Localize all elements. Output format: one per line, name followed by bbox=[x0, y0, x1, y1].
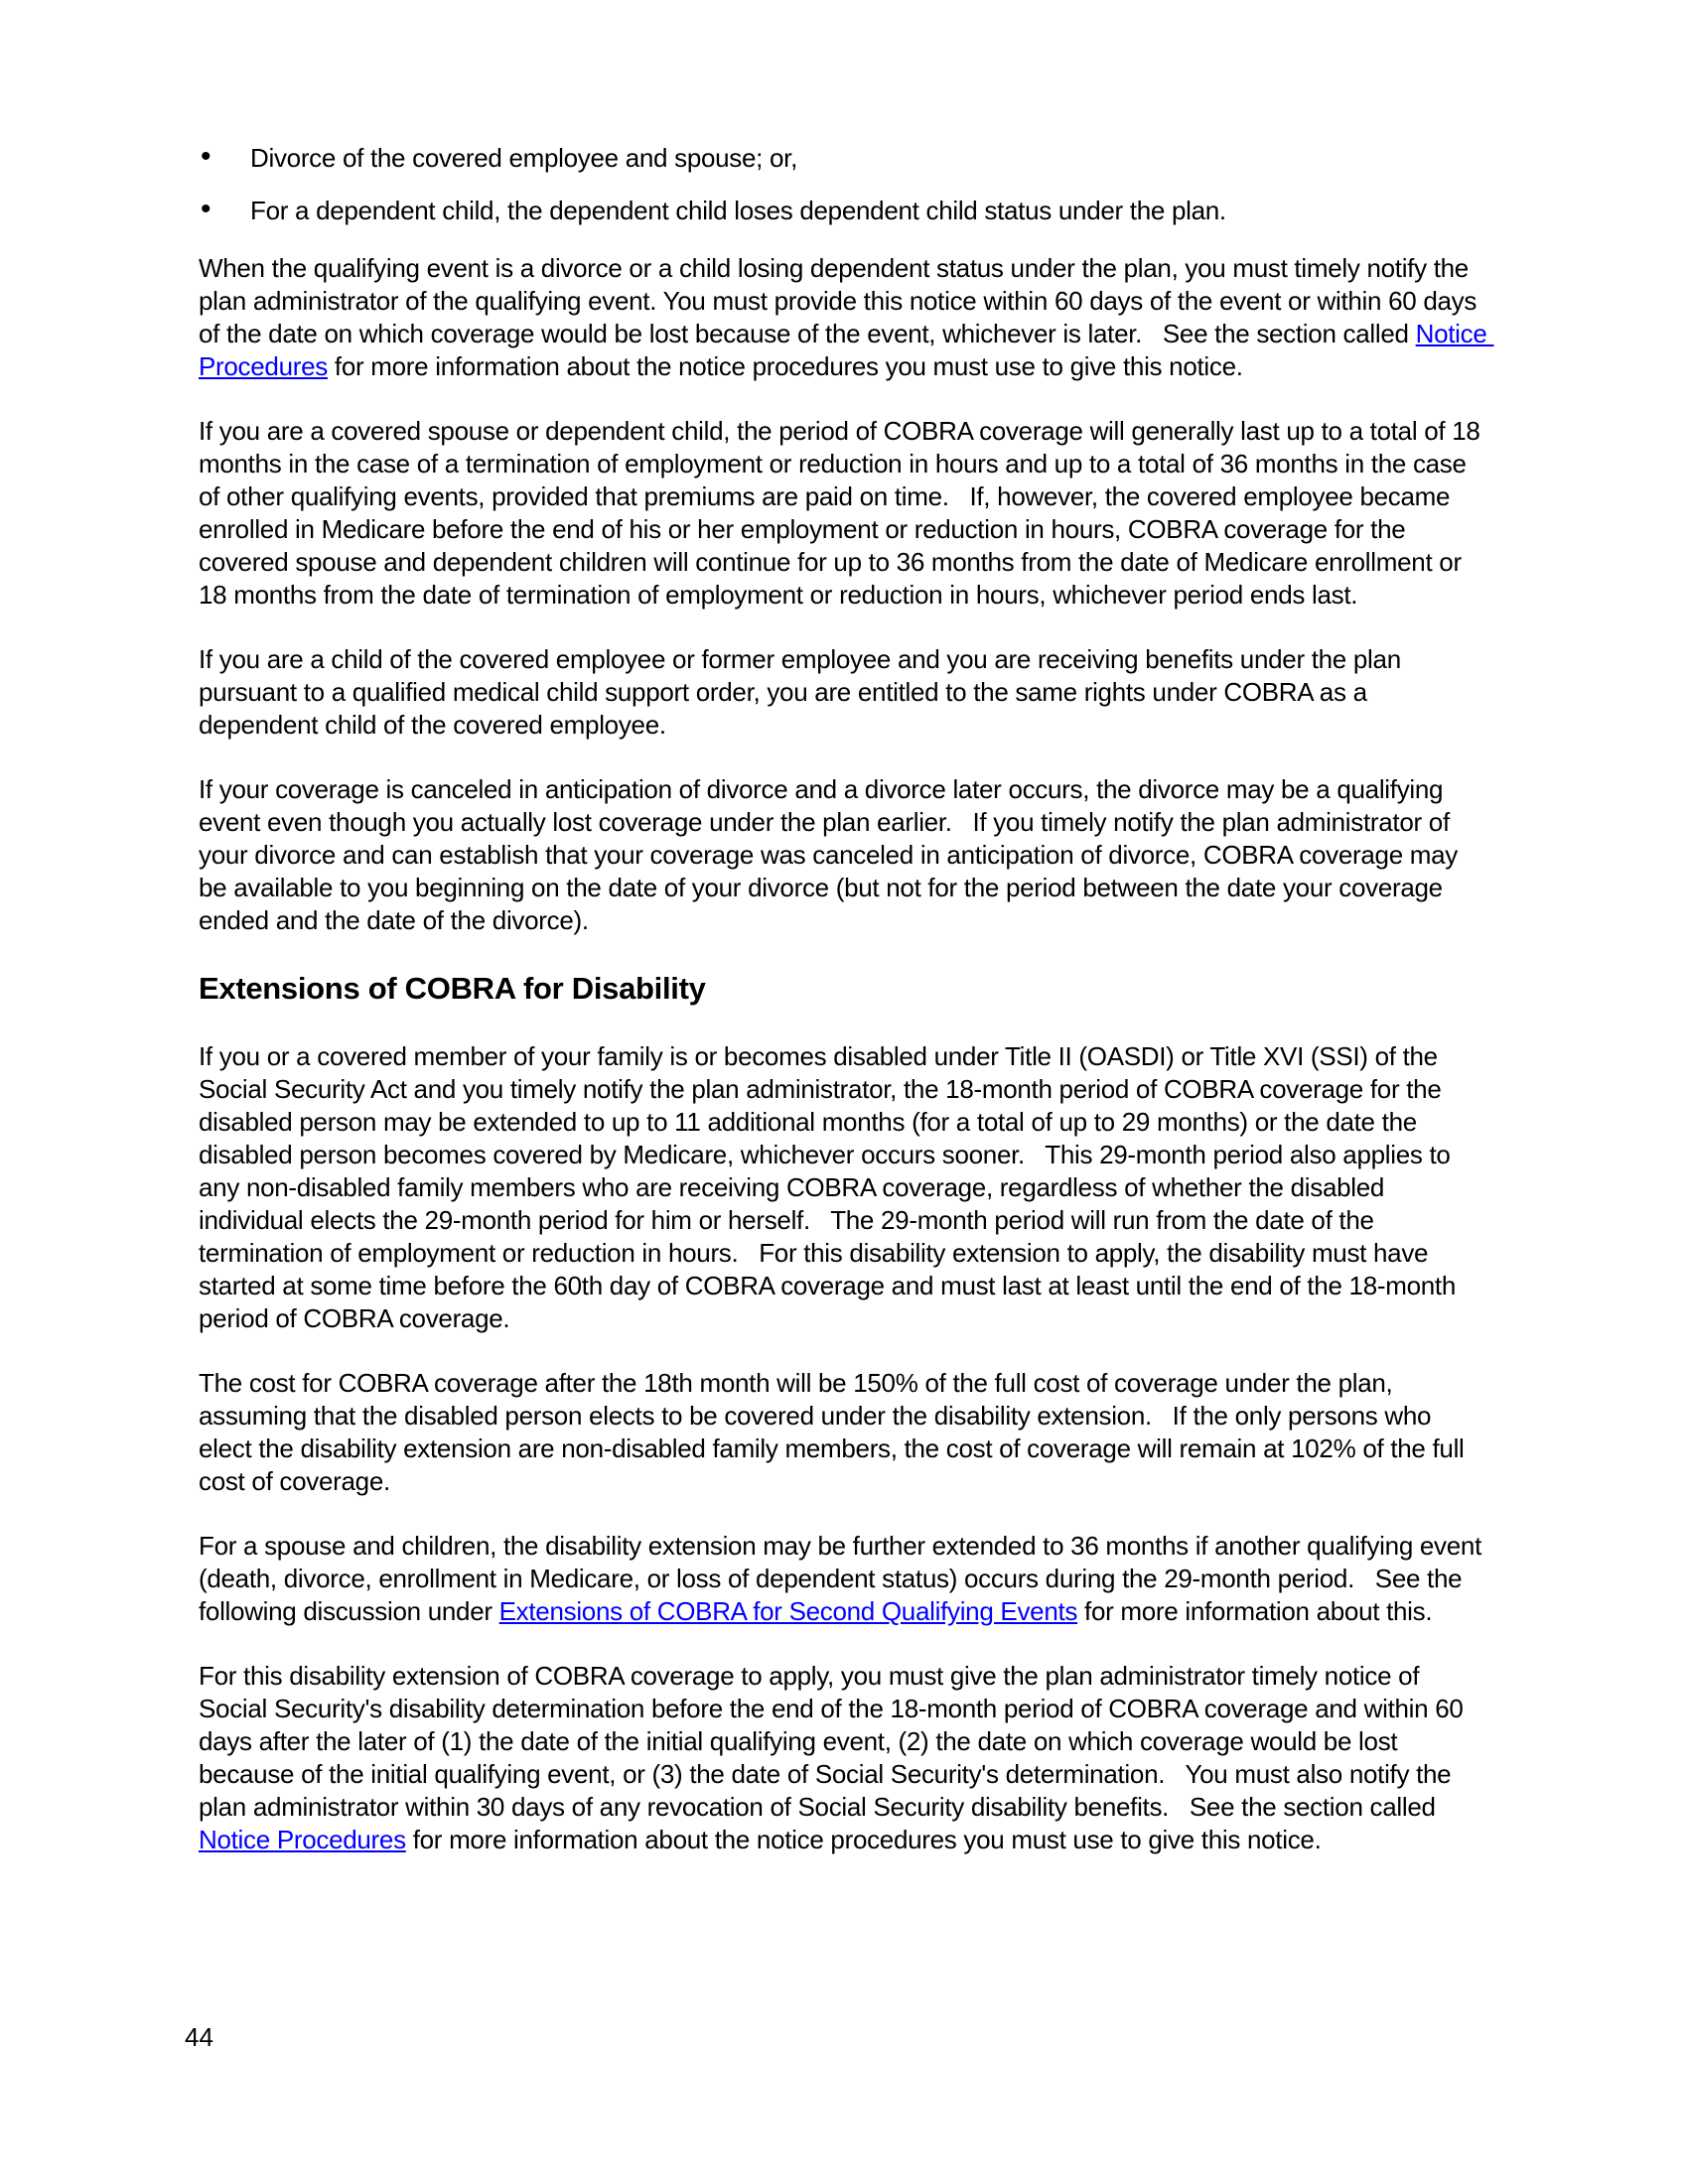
paragraph-text: for more information about this. bbox=[1077, 1596, 1433, 1626]
paragraph-text: For a spouse and children, the disability extension may be further extended to 36 months if another qualifying event (death, divorce, enrollment in Medicare, or loss of dependent status) occurs during the 29-month period. See the following discussion under bbox=[199, 1531, 1488, 1626]
paragraph-coverage-period bbox=[199, 415, 1489, 612]
bullet-icon: • bbox=[201, 140, 211, 173]
paragraph-disability-extension bbox=[199, 1040, 1489, 1335]
paragraph-text: for more information about the notice procedures you must use to give this notice. bbox=[327, 351, 1243, 381]
list-item bbox=[199, 142, 1489, 175]
bullet-text: Divorce of the covered employee and spouse; or, bbox=[250, 143, 798, 173]
paragraph-text: If you or a covered member of your family is or becomes disabled under Title II (OASDI) or Title XVI (SSI) of the Social Security Act and you timely notify the plan administrator, the 18-month period of COBRA coverage for the disabled person may be extended to up to 11 additional months (for a total of up to 29 months) or the date the disabled person becomes covered by Medicare, whichever occurs sooner. This 29-month period also applies to any non-disabled family members who are receiving COBRA coverage, regardless of whether the disabled individual elects the 29-month period for him or herself. The 29-month period will run from the date of the termination of employment or reduction in hours. For this disability extension to apply, the disability must have started at some time before the 60th day of COBRA coverage and must last at least until the end of the 18-month period of COBRA coverage. bbox=[199, 1041, 1463, 1333]
paragraph-text: When the qualifying event is a divorce or a child losing dependent status under the plan, you must timely notify the plan administrator of the qualifying event. You must provide this notice within 60 days of the event or within 60 days of the date on which coverage would be lost because of the event, whichever is later. See the section called bbox=[199, 253, 1483, 348]
section-heading-disability-extension: Extensions of COBRA for Disability bbox=[199, 971, 706, 1006]
paragraph-text: If you are a child of the covered employee or former employee and you are receiving benefits under the plan pursuant to a qualified medical child support order, you are entitled to the same rights under COBRA as a dependent child of the covered employee. bbox=[199, 644, 1408, 740]
paragraph-cobra-cost bbox=[199, 1367, 1489, 1498]
paragraph-text: If you are a covered spouse or dependent child, the period of COBRA coverage will generally last up to a total of 18 months in the case of a termination of employment or reduction in hours and up to a total of 36 months in the case of other qualifying events, provided that premiums are paid on time. If, however, the covered employee became enrolled in Medicare before the end of his or her employment or reduction in hours, COBRA coverage for the covered spouse and dependent children will continue for up to 36 months from the date of Medicare enrollment or 18 months from the date of termination of employment or reduction in hours, whichever period ends last. bbox=[199, 416, 1487, 610]
second-qualifying-events-link[interactable]: Extensions of COBRA for Second Qualifying Events bbox=[498, 1596, 1078, 1626]
paragraph-divorce-anticipation bbox=[199, 773, 1489, 937]
paragraph-text: For this disability extension of COBRA coverage to apply, you must give the plan administrator timely notice of Social Security's disability determination before the end of the 18-month period of COBRA coverage and within 60 days after the later of (1) the date of the initial qualifying event, (2) the date on which coverage would be lost because of the initial qualifying event, or (3) the date of Social Security's determination. You must also notify the plan administrator within 30 days of any revocation of Social Security disability benefits. See the section called bbox=[199, 1661, 1471, 1822]
paragraph-text: The cost for COBRA coverage after the 18th month will be 150% of the full cost of coverage under the plan, assuming that the disabled person elects to be covered under the disability extension. If the only persons who elect the disability extension are non-disabled family members, the cost of coverage will remain at 102% of the full cost of coverage. bbox=[199, 1368, 1472, 1496]
list-item bbox=[199, 195, 1489, 227]
bullet-icon: • bbox=[201, 193, 211, 225]
qualifying-events-bullet-list bbox=[199, 142, 1489, 227]
paragraph-qmcso-child bbox=[199, 643, 1489, 742]
bullet-text: For a dependent child, the dependent child loses dependent child status under the plan. bbox=[250, 196, 1226, 225]
page-number: 44 bbox=[185, 2022, 213, 2052]
paragraph-qualifying-event-notice bbox=[199, 252, 1494, 383]
paragraph-text: If your coverage is canceled in anticipation of divorce and a divorce later occurs, the divorce may be a qualifying event even though you actually lost coverage under the plan earlier. If you timely notify the plan administrator of your divorce and can establish that your coverage was canceled in anticipation of divorce, COBRA coverage may be available to you beginning on the date of your divorce (but not for the period between the date your coverage ended and the date of the divorce). bbox=[199, 774, 1465, 935]
notice-procedures-link[interactable]: Notice Procedures bbox=[199, 319, 1494, 381]
paragraph-disability-notice-requirements bbox=[199, 1660, 1489, 1856]
paragraph-further-extension bbox=[199, 1530, 1489, 1628]
document-body bbox=[199, 140, 1494, 1888]
notice-procedures-link-2[interactable]: Notice Procedures bbox=[199, 1825, 406, 1854]
paragraph-text: for more information about the notice procedures you must use to give this notice. bbox=[405, 1825, 1322, 1854]
